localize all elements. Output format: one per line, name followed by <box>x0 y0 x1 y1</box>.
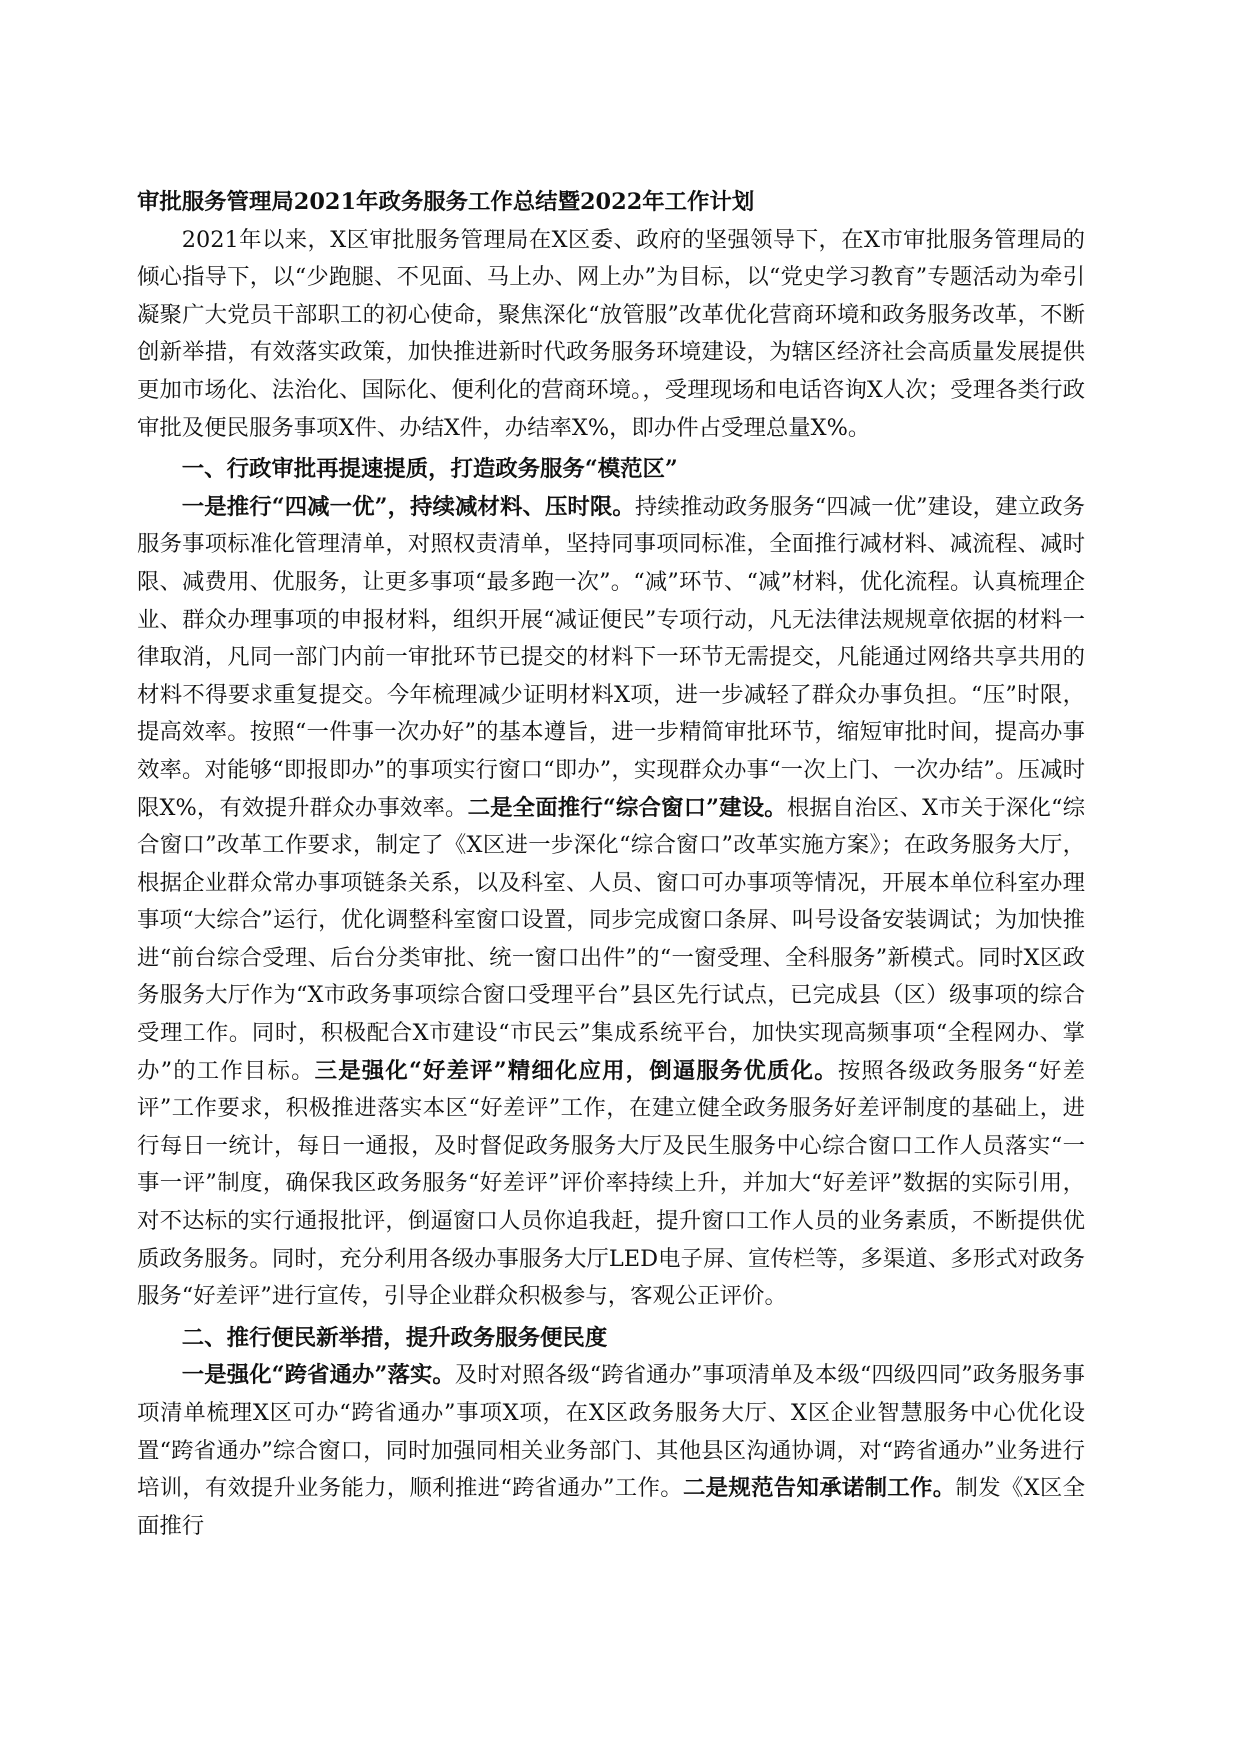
section-1-point-3-text: 按照各级政务服务“好差评”工作要求，积极推进落实本区“好差评”工作，在建立健全政务服务好差评制度的基础上，进行每日一统计，每日一通报，及时督促政务服务大厅及民生服务中心综合窗口工作人员落实“一事一评”制度，确保我区政务服务“好差评”评价率持续上升，并加大“好差评”数据的实际引用，对不达标的实行通报批评，倒逼窗口人员你追我赶，提升窗口工作人员的业务素质，不断提供优质政务服务。同时，充分利用各级办事服务大厅LED电子屏、宣传栏等，多渠道、多形式对政务服务“好差评”进行宣传，引导企业群众积极参与，客观公正评价。 <box>137 1057 1086 1310</box>
section-2-point-2-lead: 二是规范告知承诺制工作。 <box>682 1475 956 1502</box>
document-page <box>137 184 1085 1545</box>
section-1-point-1-text: 持续推动政务服务“四减一优”建设，建立政务服务事项标准化管理清单，对照权责清单，坚持同事项同标准，全面推行减材料、减流程、减时限、减费用、优服务，让更多事项“最多跑一次”。“减”环节、“减”材料，优化流程。认真梳理企业、群众办理事项的申报材料，组织开展“减证便民”专项行动，凡无法律法规规章依据的材料一律取消，凡同一部门内前一审批环节已提交的材料下一环节无需提交，凡能通过网络共享共用的材料不得要求重复提交。今年梳理减少证明材料X项，进一步减轻了群众办事负担。“压”时限，提高效率。按照“一件事一次办好”的基本遵旨，进一步精简审批环节，缩短审批时间，提高办事效率。对能够“即报即办”的事项实行窗口“即办”，实现群众办事“一次上门、一次办结”。压减时限X%，有效提升群众办事效率。 <box>137 493 1085 821</box>
intro-paragraph: 2021年以来，X区审批服务管理局在X区委、政府的坚强领导下，在X市审批服务管理局的倾心指导下，以“少跑腿、不见面、马上办、网上办”为目标，以“党史学习教育”专题活动为牵引凝聚广大党员干部职工的初心使命，聚焦深化“放管服”改革优化营商环境和政务服务改革，不断创新举措，有效落实政策，加快推进新时代政务服务环境建设，为辖区经济社会高质量发展提供更加市场化、法治化、国际化、便利化的营商环境。，受理现场和电话咨询X人次；受理各类行政审批及便民服务事项X件、办结X件，办结率X%，即办件占受理总量X%。 <box>137 226 1085 441</box>
section-1-heading: 一、行政审批再提速提质，打造政务服务“模范区” <box>181 456 678 483</box>
section-2-heading: 二、推行便民新举措，提升政务服务便民度 <box>181 1324 608 1351</box>
section-2-point-1-lead: 一是强化“跨省通办”落实。 <box>181 1362 455 1389</box>
section-2-body <box>137 1357 1085 1545</box>
document-title: 审批服务管理局2021年政务服务工作总结暨2022年工作计划 <box>137 189 755 215</box>
section-1-body <box>137 489 1085 1316</box>
section-2-point-2-text: 制发《X区全面推行 <box>137 1475 1086 1539</box>
section-1-point-2-text: 根据自治区、X市关于深化“综合窗口”改革工作要求，制定了《X区进一步深化“综合窗口”改革实施方案》；在政务服务大厅，根据企业群众常办事项链条关系，以及科室、人员、窗口可办事项等情况，开展本单位科室办理事项“大综合”运行，优化调整科室窗口设置，同步完成窗口条屏、叫号设备安装调试；为加快推进“前台综合受理、后台分类审批、统一窗口出件”的“一窗受理、全科服务”新模式。同时X区政务服务大厅作为“X市政务事项综合窗口受理平台”县区先行试点，已完成县（区）级事项的综合受理工作。同时，积极配合X市建设“市民云”集成系统平台，加快实现高频事项“全程网办、掌办”的工作目标。 <box>137 794 1086 1084</box>
section-1-point-3-lead: 三是强化“好差评”精细化应用，倒逼服务优质化。 <box>314 1057 838 1084</box>
section-2-point-1-text: 及时对照各级“跨省通办”事项清单及本级“四级四同”政务服务事项清单梳理X区可办“跨省通办”事项X项，在X区政务服务大厅、X区企业智慧服务中心优化设置“跨省通办”综合窗口，同时加强同相关业务部门、其他县区沟通协调，对“跨省通办”业务进行培训，有效提升业务能力，顺利推进“跨省通办”工作。 <box>137 1362 1085 1502</box>
section-1-point-1-lead: 一是推行“四减一优”，持续减材料、压时限。 <box>181 493 635 520</box>
section-1-point-2-lead: 二是全面推行“综合窗口”建设。 <box>467 794 787 821</box>
